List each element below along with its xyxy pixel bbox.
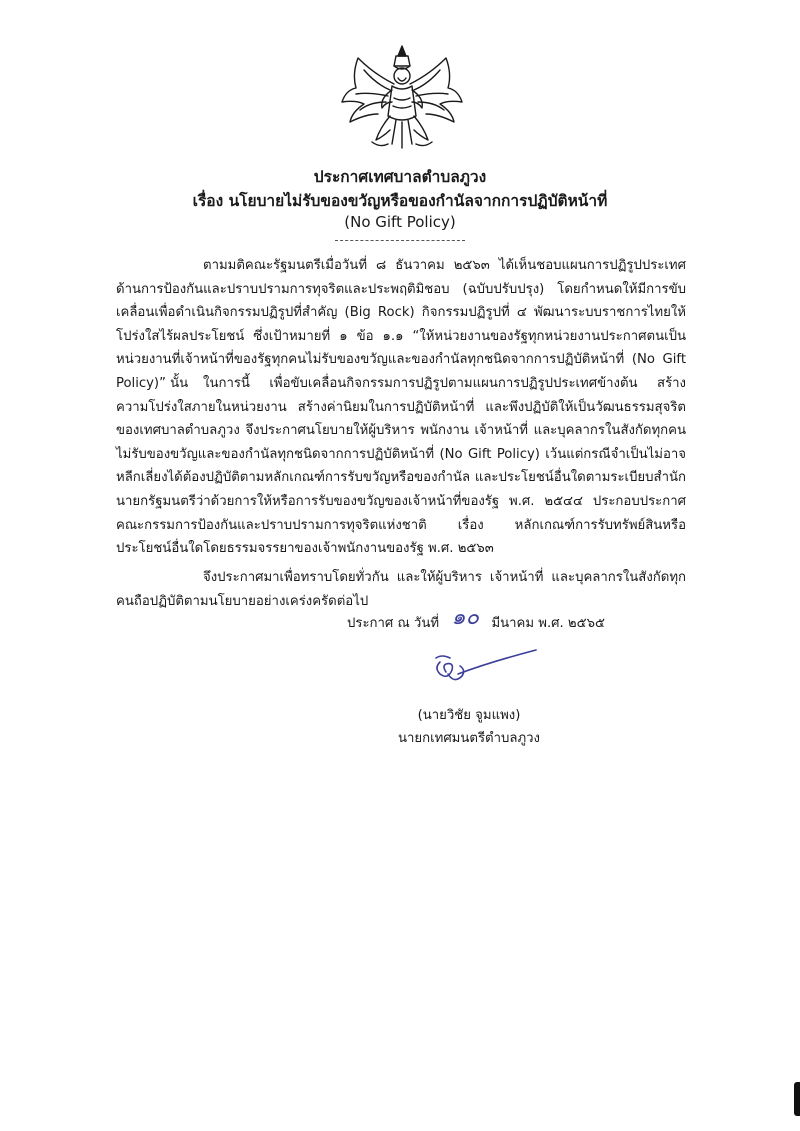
signer-title: นายกเทศมนตรีตำบลภูวง (397, 731, 541, 746)
garuda-emblem-icon (340, 44, 464, 152)
body-paragraph-1: ตามมติคณะรัฐมนตรีเมื่อวันที่ ๘ ธันวาคม ๒๕๖๓ ได้เห็นชอบแผนการปฏิรูปประเทศด้านการป้องกันและปราบปรามการทุจริตและประพฤติมิชอบ (ฉบับปรับปรุง) โดยกำหนดให้มีการขับเคลื่อนเพื่อดำเนินกิจกรรมปฏิรูปที่สำคัญ (Big Rock) กิจกรรมปฏิรูปที่ ๔ พัฒนาระบบราชการไทยให้โปร่งใสไร้ผลประโยชน์ ซึ่งเป้าหมายที่ ๑ ข้อ ๑.๑ “ให้หน่วยงานของรัฐทุกหน่วยงานประกาศตนเป็นหน่วยงานที่เจ้าหน้าที่ของรัฐทุกคนไม่รับของขวัญและของกำนัลทุกชนิดจากการปฏิบัติหน้าที่ (No Gift Policy)” นั้น (116, 258, 686, 391)
handwritten-signature-icon (430, 644, 540, 690)
announcement-dateline (347, 605, 605, 634)
dateline-handwritten-day: ๑๐ (451, 605, 479, 630)
announcement-issuer: ประกาศเทศบาลตำบลภูวง (313, 168, 487, 186)
dateline-month-year: มีนาคม พ.ศ. ๒๕๖๕ (491, 616, 605, 631)
announcement-subject: เรื่อง นโยบายไม่รับของขวัญหรือของกำนัลจากการปฏิบัติหน้าที่ (192, 192, 608, 210)
signer-name: (นายวิชัย จูมแพง) (417, 708, 521, 723)
dateline-prefix: ประกาศ ณ วันที่ (347, 616, 440, 631)
scan-edge-mark (794, 1082, 800, 1116)
announcement-subtitle: (No Gift Policy) (344, 213, 456, 231)
body-paragraph-3: จึงประกาศมาเพื่อทราบโดยทั่วกัน และให้ผู้บริหาร เจ้าหน้าที่ และบุคลากรในสังกัดทุกคนถือปฏิบัติตามนโยบายอย่างเคร่งครัดต่อไป (116, 570, 686, 609)
heading-divider (335, 240, 465, 241)
body-paragraph-2: ในการนี้ เพื่อขับเคลื่อนกิจกรรมการปฏิรูปตามแผนการปฏิรูปประเทศข้างต้น สร้างความโปร่งใสภายในหน่วยงาน สร้างค่านิยมในการปฏิบัติหน้าที่ และพึงปฏิบัติให้เป็นวัฒนธรรมสุจริตของเทศบาลตำบลภูวง จึงประกาศนโยบายให้ผู้บริหาร พนักงาน เจ้าหน้าที่ และบุคลากรในสังกัดทุกคนไม่รับของขวัญและของกำนัลทุกชนิดจากการปฏิบัติหน้าที่ (No Gift Policy) เว้นแต่กรณีจำเป็นไม่อาจหลีกเลี่ยงได้ต้องปฏิบัติตามหลักเกณฑ์การรับขวัญหรือของกำนัล และประโยชน์อื่นใดตามระเบียบสำนักนายกรัฐมนตรีว่าด้วยการให้หรือการรับของขวัญของเจ้าหน้าที่ของรัฐ พ.ศ. ๒๕๔๔ ประกอบประกาศคณะกรรมการป้องกันและปราบปรามการทุจริตแห่งชาติ เรื่อง หลักเกณฑ์การรับทรัพย์สินหรือประโยชน์อื่นใดโดยธรรมจรรยาของเจ้าพนักงานของรัฐ พ.ศ. ๒๕๖๓ (116, 376, 686, 557)
